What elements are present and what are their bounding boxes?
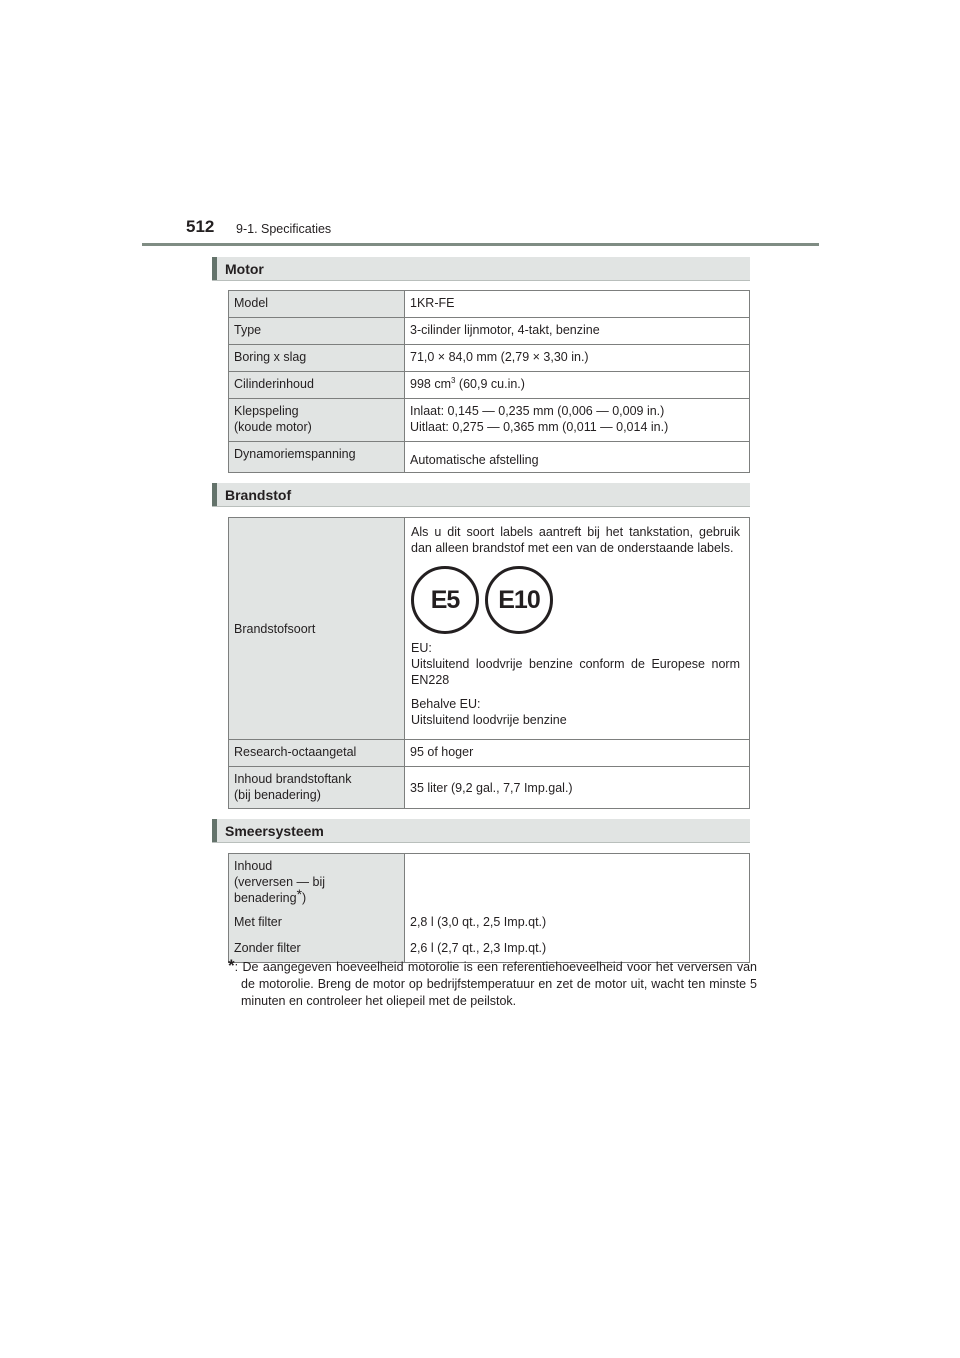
spacer: [411, 688, 740, 696]
table-row: [229, 442, 750, 473]
section-accent: [212, 483, 217, 506]
value-line: Uitlaat: 0,275 — 0,365 mm (0,011 — 0,014 in.): [410, 420, 669, 434]
table-row: [229, 372, 750, 399]
label-line: (bij benadering): [234, 788, 321, 802]
value-text: (60,9 cu.in.): [455, 377, 525, 391]
spec-value: 1KR-FE: [405, 291, 750, 318]
spec-label: Cilinderinhoud: [229, 372, 405, 399]
table-row: [229, 740, 750, 767]
brandstof-table: [228, 517, 750, 809]
spec-value: 3-cilinder lijnmotor, 4-takt, benzine: [405, 318, 750, 345]
spec-value: 95 of hoger: [405, 740, 750, 767]
spec-value: 35 liter (9,2 gal., 7,7 Imp.gal.): [405, 767, 750, 809]
table-row: [229, 345, 750, 372]
label-text: ): [302, 891, 307, 905]
section-accent: [212, 257, 217, 280]
spec-label: Zonder filter: [229, 936, 405, 962]
table-row: [229, 910, 750, 936]
label-line: [234, 874, 399, 906]
table-row: [229, 318, 750, 345]
section-title: Brandstof: [225, 487, 292, 503]
eu-label: EU:: [411, 641, 432, 655]
table-row: [229, 399, 750, 442]
spec-label: [229, 767, 405, 809]
footnote: [228, 957, 757, 1010]
spec-value: Automatische afstelling: [405, 442, 750, 473]
spec-value: [405, 518, 750, 740]
spec-value: 71,0 × 84,0 mm (2,79 × 3,30 in.): [405, 345, 750, 372]
table-row: [229, 854, 750, 911]
motor-table: [228, 290, 750, 473]
label-line: Klepspeling: [234, 404, 299, 418]
running-head: 9-1. Specificaties: [236, 222, 332, 236]
non-eu-label: Behalve EU:: [411, 697, 481, 711]
superscript: 3: [451, 376, 456, 385]
table-row: [229, 518, 750, 740]
section-title: Smeersysteem: [225, 823, 324, 839]
spec-value: [405, 854, 750, 911]
non-eu-text: Uitsluitend loodvrije benzine: [411, 713, 567, 727]
section-bar-brandstof: [212, 483, 750, 507]
spec-label: [229, 854, 405, 911]
spec-value: [405, 399, 750, 442]
spec-label: Boring x slag: [229, 345, 405, 372]
footnote-marker: *: [296, 886, 303, 902]
eu-text: Uitsluitend loodvrije benzine conform de Europese norm EN228: [411, 657, 740, 687]
label-line: Inhoud brandstoftank: [234, 772, 352, 786]
page-number: 512: [186, 217, 215, 236]
label-text: (verversen — bij benadering: [234, 875, 325, 905]
value-text: 998 cm: [410, 377, 451, 391]
table-row: [229, 291, 750, 318]
label-line: (koude motor): [234, 420, 312, 434]
spec-label: Model: [229, 291, 405, 318]
spec-value: 2,6 l (2,7 qt., 2,3 Imp.qt.): [405, 936, 750, 962]
e5-label-icon: E5: [411, 566, 479, 634]
smeersysteem-table: [228, 853, 750, 963]
table-row: [229, 767, 750, 809]
spec-label: Brandstofsoort: [229, 518, 405, 740]
label-line: Inhoud: [234, 859, 273, 873]
spec-label: Met filter: [229, 910, 405, 936]
footnote-marker: *: [228, 956, 235, 975]
section-bar-motor: [212, 257, 750, 281]
section-accent: [212, 819, 217, 842]
spec-label: Dynamoriemspanning: [229, 442, 405, 473]
spec-value: [405, 372, 750, 399]
fuel-intro-text: Als u dit soort labels aantreft bij het tankstation, gebruik dan alleen brandstof met een van de onderstaande labels.: [411, 525, 740, 555]
footnote-text: : De aangegeven hoeveelheid motorolie is een referentiehoeveelheid voor het verversen van de motorolie. Breng de motor op bedrijfstemperatuur en zet de motor uit, wacht ten minste 5 minuten en controleer het oliepeil met de peilstok.: [234, 960, 757, 1008]
section-bar-smeersysteem: [212, 819, 750, 843]
spec-value: 2,8 l (3,0 qt., 2,5 Imp.qt.): [405, 910, 750, 936]
header-rule: [142, 243, 819, 246]
value-line: Inlaat: 0,145 — 0,235 mm (0,006 — 0,009 in.): [410, 404, 665, 418]
spec-label: Research-octaangetal: [229, 740, 405, 767]
fuel-label-badges: [411, 566, 740, 632]
spec-label: [229, 399, 405, 442]
section-title: Motor: [225, 261, 264, 277]
e10-label-icon: E10: [485, 566, 553, 634]
spec-label: Type: [229, 318, 405, 345]
